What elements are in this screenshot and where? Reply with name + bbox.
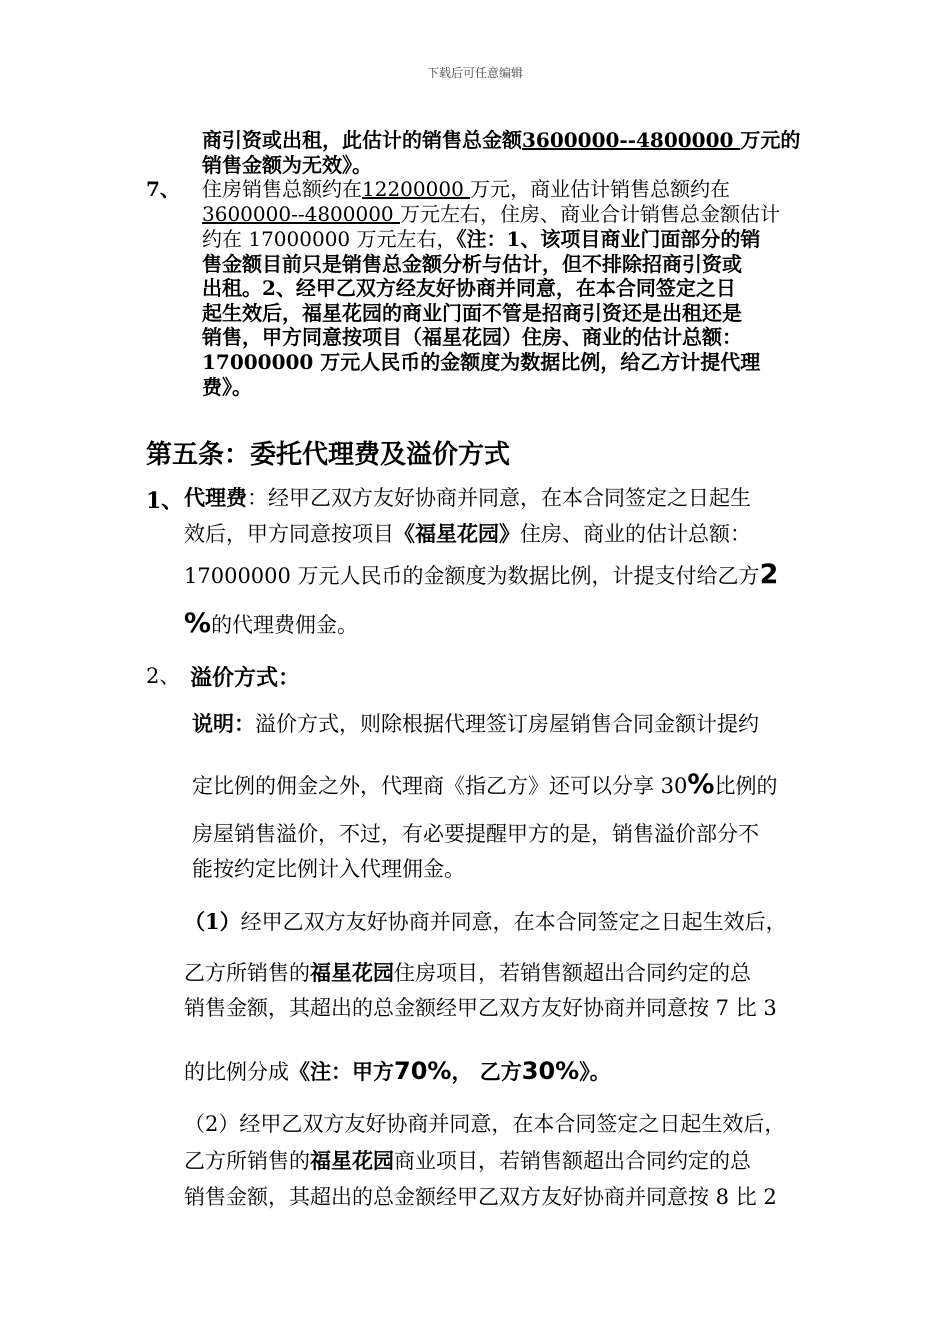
text: 住房销售总额约在	[202, 177, 362, 201]
percent-sign: %	[184, 608, 212, 639]
premium-number: 2、	[146, 664, 181, 688]
clause-1-line-2	[184, 960, 751, 986]
fee-rate-number: 2	[759, 559, 779, 590]
item-7-line-6: 起生效后，福星花园的商业门面不管是招商引资还是出租还是	[202, 301, 742, 325]
clause-2-line-1	[184, 1111, 785, 1137]
fee-line-4	[184, 608, 359, 639]
text: 乙方所销售的	[184, 961, 310, 985]
item-7-line-3	[202, 227, 760, 251]
fee-line-3	[184, 559, 779, 590]
item-7-number: 7、	[146, 177, 180, 201]
clause-2-line-2	[184, 1148, 751, 1174]
note-start: 《注：1、该项目商业门面部分的销	[456, 227, 761, 251]
text: 约在 17000000 万元左右，	[202, 227, 457, 251]
clause-2-line-3: 销售金额，其超出的总金额经甲乙双方友好协商并同意按 8 比 2	[184, 1185, 777, 1209]
text: 万元左右，住房、商业合计销售总金额估计	[400, 202, 781, 226]
premium-desc-line-3: 房屋销售溢价，不过，有必要提醒甲方的是，销售溢价部分不	[192, 822, 759, 846]
item-7-line-1	[202, 177, 730, 201]
fee-number: 1、	[146, 488, 184, 514]
item-7-line-5: 出租。2、经甲乙双方经友好协商并同意，在本合同签定之日	[202, 276, 736, 300]
text: 万元的	[740, 128, 801, 152]
premium-desc-line-1	[192, 711, 759, 737]
premium-desc-line-4: 能按约定比例计入代理佣金。	[192, 857, 465, 881]
clause-1-line-4	[184, 1058, 611, 1085]
continuation-line-2: 销售金额为无效》。	[202, 153, 372, 177]
text: 比例的	[714, 774, 778, 798]
project-name: 福星花园	[310, 960, 394, 985]
text: ， 乙方	[451, 1059, 522, 1084]
clause-1-line-1	[184, 909, 787, 935]
item-7-line-7: 销售，甲方同意按项目（福星花园）住房、商业的估计总额：	[202, 325, 742, 349]
text: 定比例的佣金之外，代理商《指乙方》还可以分享 30	[192, 774, 688, 798]
article-5-heading: 第五条：委托代理费及溢价方式	[146, 440, 511, 470]
text: 经甲乙双方友好协商并同意，在本合同签定之日起生效后，	[240, 910, 787, 934]
item-7-line-8: 17000000 万元人民币的金额度为数据比例，给乙方计提代理	[202, 350, 761, 374]
premium-desc-line-2	[192, 769, 778, 800]
amount-range: 3600000--4800000	[522, 128, 741, 152]
party-b-share: 30%	[521, 1057, 580, 1085]
fee-line-1	[184, 485, 751, 511]
text: 商业项目，若销售额超出合同约定的总	[394, 1149, 751, 1173]
clause-1-number: （1）	[184, 909, 241, 934]
item-7-line-9: 费》。	[202, 375, 252, 399]
text: ：经甲乙双方友好协商并同意，在本合同签定之日起生	[247, 486, 751, 510]
text: 的比例分成	[184, 1060, 289, 1084]
fee-line-2	[184, 521, 751, 547]
text: 17000000 万元人民币的金额度为数据比例，计提支付给乙方	[184, 564, 760, 588]
text: 》。	[579, 1059, 611, 1084]
text: 的代理费佣金。	[211, 613, 359, 637]
item-7-line-4: 售金额目前只是销售总金额分析与估计，但不排除招商引资或	[202, 252, 742, 276]
text: 万元，商业估计销售总额约在	[470, 177, 731, 201]
project-name: 福星花园	[310, 1148, 394, 1173]
party-a-share: 70%	[394, 1057, 452, 1085]
clause-2-number: （2）	[184, 1112, 240, 1136]
percent-sign: %	[687, 769, 715, 800]
text: 商引资或出租，此估计的销售总金额	[202, 128, 522, 152]
download-note: 下载后可任意编辑	[426, 66, 523, 80]
continuation-line-1	[202, 128, 800, 152]
commercial-range: 3600000--4800000	[202, 202, 401, 226]
desc-label: 说明：	[192, 711, 255, 736]
note-party-a: 《注：甲方	[289, 1059, 394, 1084]
text: 溢价方式，则除根据代理签订房屋销售合同金额计提约	[255, 712, 759, 736]
text: 效后，甲方同意按项目	[184, 522, 394, 546]
project-name: 《福星花园》	[394, 521, 520, 546]
text: 住房项目，若销售额超出合同约定的总	[394, 961, 751, 985]
text: 住房、商业的估计总额：	[520, 522, 751, 546]
text: 经甲乙双方友好协商并同意，在本合同签定之日起生效后，	[239, 1112, 786, 1136]
item-7-line-2	[202, 202, 780, 226]
premium-heading: 溢价方式：	[190, 665, 301, 691]
text: 乙方所销售的	[184, 1149, 310, 1173]
housing-amount: 12200000	[362, 177, 471, 201]
fee-label: 代理费	[184, 485, 247, 510]
clause-1-line-3: 销售金额，其超出的总金额经甲乙双方友好协商并同意按 7 比 3	[184, 996, 777, 1020]
